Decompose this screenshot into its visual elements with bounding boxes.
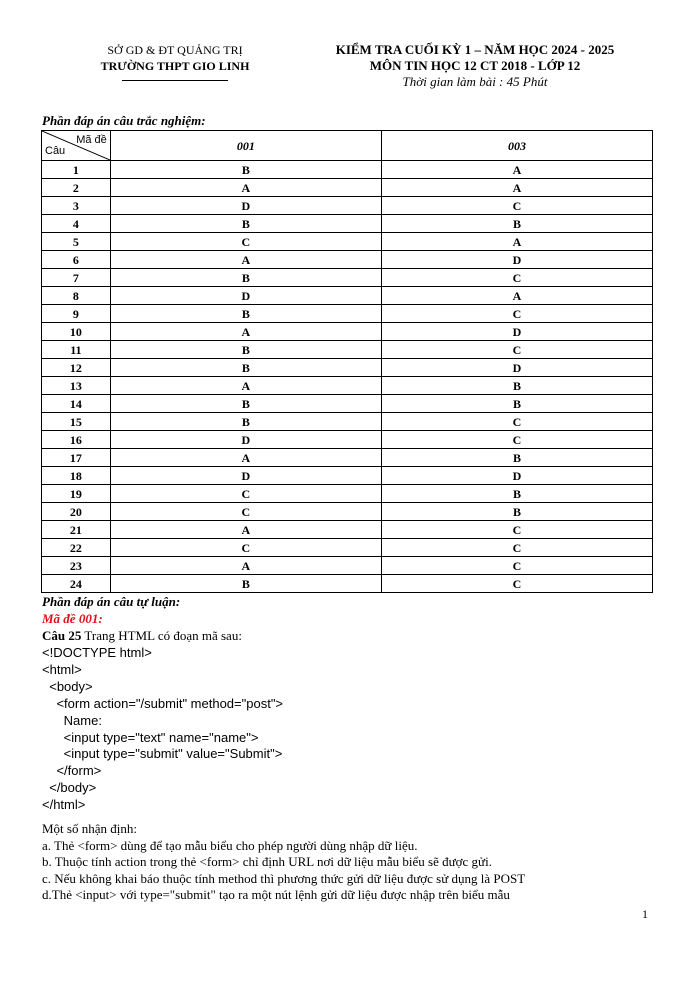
answer-cell: C bbox=[110, 503, 381, 521]
subject-title: MÔN TIN HỌC 12 CT 2018 - LỚP 12 bbox=[369, 58, 581, 73]
answer-cell: C bbox=[381, 197, 652, 215]
question-number-cell: 20 bbox=[42, 503, 111, 521]
answer-cell: A bbox=[110, 179, 381, 197]
answer-cell: A bbox=[110, 251, 381, 269]
answer-cell: A bbox=[110, 377, 381, 395]
answer-cell: C bbox=[381, 413, 652, 431]
answer-cell: B bbox=[381, 377, 652, 395]
table-row bbox=[42, 341, 653, 359]
table-row bbox=[42, 557, 653, 575]
question-number: Câu 25 bbox=[42, 628, 82, 643]
answer-cell: A bbox=[381, 287, 652, 305]
claims-intro: Một số nhận định: bbox=[42, 821, 137, 836]
answer-cell: C bbox=[110, 539, 381, 557]
code-line: <input type="text" name="name"> bbox=[42, 729, 259, 745]
question-number-cell: 6 bbox=[42, 251, 111, 269]
corner-label-question: Câu bbox=[45, 145, 66, 157]
answer-cell: D bbox=[381, 251, 652, 269]
answer-cell: C bbox=[110, 233, 381, 251]
answer-cell: A bbox=[381, 179, 652, 197]
answer-cell: C bbox=[381, 269, 652, 287]
answer-cell: B bbox=[381, 395, 652, 413]
answer-cell: B bbox=[110, 359, 381, 377]
question-number-cell: 7 bbox=[42, 269, 111, 287]
question-number-cell: 3 bbox=[42, 197, 111, 215]
table-row bbox=[42, 305, 653, 323]
answer-cell: B bbox=[110, 215, 381, 233]
answer-cell: B bbox=[110, 395, 381, 413]
code-line: <input type="submit" value="Submit"> bbox=[42, 746, 283, 762]
table-row bbox=[42, 467, 653, 485]
code-line: <form action="/submit" method="post"> bbox=[42, 695, 284, 711]
answer-cell: C bbox=[381, 341, 652, 359]
question-number-cell: 21 bbox=[42, 521, 111, 539]
question-number-cell: 5 bbox=[42, 233, 111, 251]
answer-cell: C bbox=[110, 485, 381, 503]
mc-section-title: Phần đáp án câu trắc nghiệm: bbox=[42, 113, 206, 128]
claim-item: b. Thuộc tính action trong thẻ <form> chỉ định URL nơi dữ liệu mẫu biểu sẽ được gửi. bbox=[42, 854, 492, 869]
page-number: 1 bbox=[642, 907, 648, 921]
table-row bbox=[42, 287, 653, 305]
claim-item: c. Nếu không khai báo thuộc tính method thì phương thức gửi dữ liệu được sử dụng là POST bbox=[42, 870, 526, 886]
question-number-cell: 13 bbox=[42, 377, 111, 395]
table-row bbox=[42, 323, 653, 341]
answer-cell: A bbox=[110, 449, 381, 467]
answer-cell: D bbox=[110, 467, 381, 485]
exam-code-header-2: 003 bbox=[381, 131, 652, 161]
table-row bbox=[42, 449, 653, 467]
answer-cell: B bbox=[110, 413, 381, 431]
answer-cell: C bbox=[381, 539, 652, 557]
question-number-cell: 1 bbox=[42, 161, 111, 179]
question-number-cell: 9 bbox=[42, 305, 111, 323]
header-right bbox=[300, 42, 650, 90]
header-left bbox=[60, 42, 290, 81]
answer-cell: D bbox=[381, 467, 652, 485]
question-text: Trang HTML có đoạn mã sau: bbox=[81, 628, 242, 643]
table-row bbox=[42, 359, 653, 377]
table-row bbox=[42, 377, 653, 395]
question-number-cell: 16 bbox=[42, 431, 111, 449]
answer-cell: C bbox=[381, 431, 652, 449]
answer-cell: D bbox=[110, 197, 381, 215]
department-name: SỞ GD & ĐT QUẢNG TRỊ bbox=[107, 43, 243, 57]
question-number-cell: 23 bbox=[42, 557, 111, 575]
essay-section-title: Phần đáp án câu tự luận: bbox=[42, 594, 181, 609]
question-number-cell: 2 bbox=[42, 179, 111, 197]
code-line: </html> bbox=[42, 797, 86, 813]
answer-cell: D bbox=[381, 359, 652, 377]
answer-cell: A bbox=[110, 323, 381, 341]
corner-label-code: Mã đề bbox=[76, 134, 107, 146]
table-row bbox=[42, 179, 653, 197]
question-25 bbox=[42, 628, 242, 644]
answer-cell: B bbox=[381, 449, 652, 467]
school-name: TRƯỜNG THPT GIO LINH bbox=[100, 59, 250, 73]
answer-cell: B bbox=[381, 485, 652, 503]
answer-cell: A bbox=[381, 233, 652, 251]
question-number-cell: 22 bbox=[42, 539, 111, 557]
answer-cell: C bbox=[381, 557, 652, 575]
question-number-cell: 8 bbox=[42, 287, 111, 305]
table-header-row bbox=[42, 131, 653, 161]
answer-cell: D bbox=[110, 287, 381, 305]
code-line: </form> bbox=[42, 763, 102, 779]
code-line: <!DOCTYPE html> bbox=[42, 645, 152, 660]
table-row bbox=[42, 485, 653, 503]
claim-item: d.Thẻ <input> với type="submit" tạo ra một nút lệnh gửi dữ liệu được nhập trên biểu mẫu bbox=[42, 887, 510, 902]
table-row bbox=[42, 269, 653, 287]
question-number-cell: 12 bbox=[42, 359, 111, 377]
table-row bbox=[42, 251, 653, 269]
question-number-cell: 15 bbox=[42, 413, 111, 431]
table-row bbox=[42, 521, 653, 539]
table-row bbox=[42, 215, 653, 233]
table-row bbox=[42, 161, 653, 179]
exam-time: Thời gian làm bài : 45 Phút bbox=[402, 74, 548, 89]
answer-cell: C bbox=[381, 305, 652, 323]
table-row bbox=[42, 395, 653, 413]
answer-cell: D bbox=[381, 323, 652, 341]
answer-cell: B bbox=[110, 341, 381, 359]
table-row bbox=[42, 575, 653, 593]
answer-cell: B bbox=[110, 305, 381, 323]
question-number-cell: 24 bbox=[42, 575, 111, 593]
code-block bbox=[42, 645, 283, 814]
claims-block bbox=[42, 821, 525, 904]
answer-cell: C bbox=[381, 521, 652, 539]
answer-cell: B bbox=[110, 575, 381, 593]
question-number-cell: 19 bbox=[42, 485, 111, 503]
answer-cell: B bbox=[110, 161, 381, 179]
answer-cell: A bbox=[110, 557, 381, 575]
header-underline bbox=[122, 80, 228, 81]
claim-item: a. Thẻ <form> dùng để tạo mẫu biểu cho phép người dùng nhập dữ liệu. bbox=[42, 837, 418, 853]
table-row bbox=[42, 413, 653, 431]
exam-title: KIỂM TRA CUỐI KỲ 1 – NĂM HỌC 2024 - 2025 bbox=[335, 42, 615, 57]
answer-cell: A bbox=[381, 161, 652, 179]
answer-cell: D bbox=[110, 431, 381, 449]
code-line: Name: bbox=[42, 712, 102, 728]
answer-cell: B bbox=[381, 503, 652, 521]
table-row bbox=[42, 539, 653, 557]
exam-code-header-1: 001 bbox=[110, 131, 381, 161]
table-row bbox=[42, 503, 653, 521]
table-row bbox=[42, 197, 653, 215]
question-number-cell: 18 bbox=[42, 467, 111, 485]
question-number-cell: 14 bbox=[42, 395, 111, 413]
answer-cell: B bbox=[110, 269, 381, 287]
question-number-cell: 10 bbox=[42, 323, 111, 341]
table-row bbox=[42, 431, 653, 449]
code-line: <html> bbox=[42, 661, 82, 677]
code-line: </body> bbox=[42, 780, 97, 796]
question-number-cell: 17 bbox=[42, 449, 111, 467]
table-row bbox=[42, 233, 653, 251]
answer-cell: A bbox=[110, 521, 381, 539]
code-line: <body> bbox=[42, 678, 93, 694]
answer-cell: C bbox=[381, 575, 652, 593]
question-number-cell: 4 bbox=[42, 215, 111, 233]
question-number-cell: 11 bbox=[42, 341, 111, 359]
exam-code-label: Mã đề 001: bbox=[42, 611, 103, 626]
answer-table bbox=[41, 130, 653, 593]
answer-cell: B bbox=[381, 215, 652, 233]
table-corner-cell bbox=[42, 131, 111, 161]
